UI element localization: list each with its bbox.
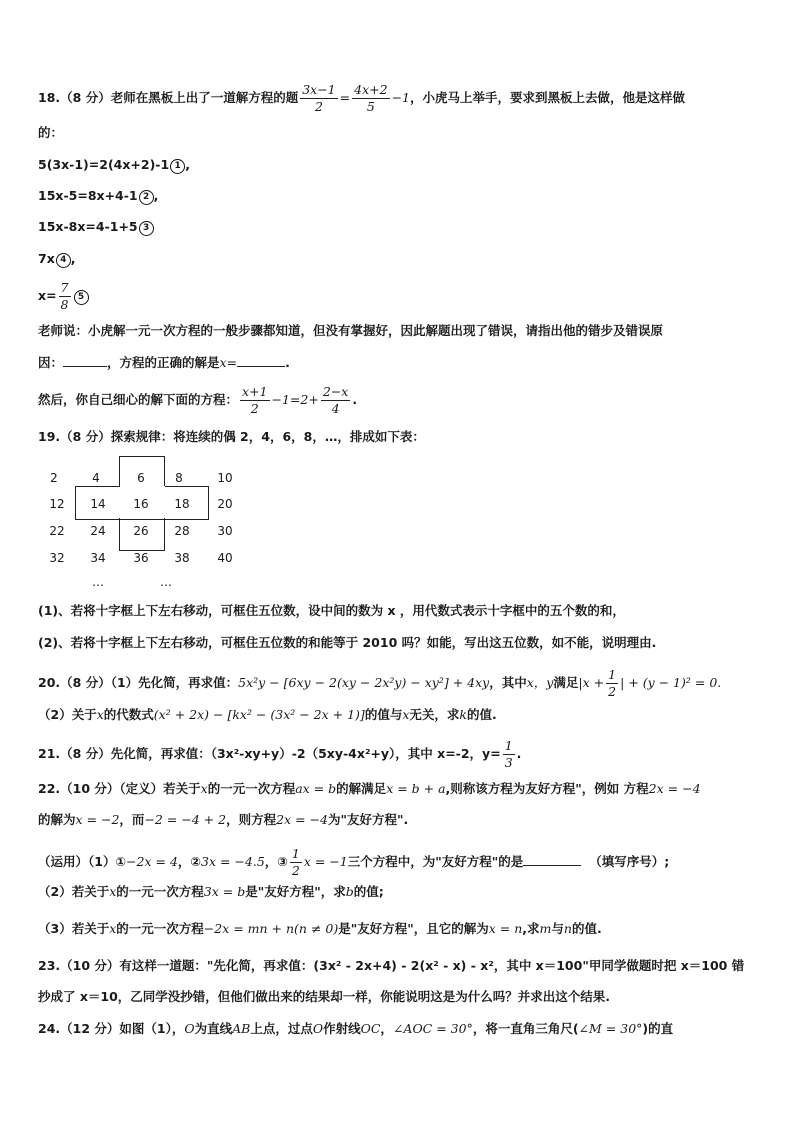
q22-line5: （3）若关于x的一元一次方程−2x = mn + n(n ≠ 0)是"友好方程"，且它的解为x = n,求m与n的值. (38, 921, 602, 936)
q19-head: 19.（8 分）探索规律：将连续的偶 2，4，6，8，…，排成如下表： (38, 429, 425, 444)
circled-2-icon: 2 (139, 190, 154, 205)
answer-blank[interactable] (237, 366, 285, 367)
table-cell: 22 (49, 524, 65, 538)
answer-blank[interactable] (63, 366, 107, 367)
q18-line1: 18.（8 分）老师在黑板上出了一道解方程的题 $\frac{3x-1}{2}$ = $\frac{4x+2}{5}$ −1，小虎马上举手，要求到黑板上去做，他是这样做 (38, 82, 686, 114)
answer-blank[interactable] (523, 865, 581, 866)
circled-4-icon: 4 (56, 253, 71, 268)
table-ellipsis: … (160, 575, 172, 589)
q23-line1: 23.（10 分）有这样一道题："先化简，再求值：(3x² - 2x+4) - 2(x² - x) - x²，其中 x＝100"甲同学做题时把 x＝100 错 (38, 958, 745, 973)
circled-1-icon: 1 (170, 159, 185, 174)
q22-line2: 的解为x = −2，而−2 = −4 + 2，则方程2x = −4为"友好方程". (38, 812, 409, 827)
q22-line3: （运用）（1）①−2x = 4，②3x = −4.5，③ $\frac{1}{2}$ x = −1三个方程中，为"友好方程"的是 （填写序号）; (38, 846, 670, 878)
q18-step4: 7x 4 , (38, 251, 76, 266)
q22-line1: 22.（10 分）（定义）若关于x的一元一次方程ax = b的解满足x = b + a,则称该方程为友好方程"，例如 方程2x = −4 (38, 781, 701, 796)
table-cell: 6 (137, 471, 145, 485)
q20-line2: （2）关于x的代数式(x² + 2x) − [kx² − (3x² − 2x + 1)]的值与x无关，求k的值. (38, 707, 497, 722)
table-cell: 32 (49, 551, 65, 565)
table-cell: 20 (217, 497, 233, 511)
q21-line: 21.（8 分）先化简，再求值：（3x²-xy+y）-2（5xy-4x²+y），其中 x=-2，y= $\frac{1}{3}$ . (38, 738, 522, 770)
q18-teacher-comment: 老师说：小虎解一元一次方程的一般步骤都知道，但没有掌握好，因此解题出现了错误，请指出他的错步及错误原 (38, 323, 664, 338)
q18-line2: 的： (38, 125, 64, 140)
table-cell: 16 (133, 497, 149, 511)
table-ellipsis: … (92, 575, 104, 589)
q18-head: 18.（8 分）老师在黑板上出了一道解方程的题 (38, 90, 299, 105)
table-cell: 10 (217, 471, 233, 485)
table-cell: 4 (92, 471, 100, 485)
table-cell: 2 (50, 471, 58, 485)
q22-line4: （2）若关于x的一元一次方程3x = b是"友好方程"，求b的值; (38, 884, 384, 899)
q20-line1: 20.（8 分）（1）先化简，再求值：5x²y − [6xy − 2(xy − 2x²y) − xy²] + 4xy，其中x，y满足|x + $\frac{1}{2}$ | + (y − 1)² = 0. (38, 667, 722, 699)
table-cell: 40 (217, 551, 233, 565)
table-cell: 24 (90, 524, 106, 538)
q18-step1: 5(3x-1)=2(4x+2)-1 1 , (38, 157, 190, 172)
table-cell: 34 (90, 551, 106, 565)
table-cell: 38 (174, 551, 190, 565)
q24-line1: 24.（12 分）如图（1），O为直线AB上点，过点O作射线OC，∠AOC = 30°，将一直角三角尺(∠M = 30°)的直 (38, 1021, 674, 1036)
even-number-table (38, 462, 268, 592)
q18-step2: 15x-5=8x+4-1 2 , (38, 188, 159, 203)
table-cell: 26 (133, 524, 149, 538)
q18-step3: 15x-8x=4-1+5 3 (38, 218, 154, 236)
q18-teacher-line2: 因： ，方程的正确的解是x= . (38, 355, 290, 370)
q18-frac-lhs: $\frac{3x-1}{2}$ (302, 82, 336, 114)
table-cell: 28 (174, 524, 190, 538)
circled-5-icon: 5 (74, 290, 89, 305)
q23-line2: 抄成了 x＝10，乙同学没抄错，但他们做出来的结果却一样，你能说明这是为什么吗？并求出这个结果. (38, 989, 611, 1004)
table-cell: 18 (174, 497, 190, 511)
table-cell: 12 (49, 497, 65, 511)
table-cell: 8 (175, 471, 183, 485)
q19-part2: (2)、若将十字框上下左右移动，可框住五位数的和能等于 2010 吗？如能，写出这五位数，如不能，说明理由. (38, 635, 657, 650)
table-cell: 14 (90, 497, 106, 511)
q18-then: 然后，你自己细心的解下面的方程： $\frac{x+1}{2}$ −1=2+ $\frac{2-x}{4}$ . (38, 384, 358, 416)
circled-3-icon: 3 (139, 221, 154, 236)
q19-part1: (1)、若将十字框上下左右移动，可框住五位数，设中间的数为 x ，用代数式表示十字框中的五个数的和， (38, 603, 625, 618)
table-cell: 36 (133, 551, 149, 565)
q18-step5: x= $\frac{7}{8}$ 5 (38, 280, 89, 313)
table-cell: 30 (217, 524, 233, 538)
q18-frac-rhs: $\frac{4x+2}{5}$ (354, 82, 388, 114)
